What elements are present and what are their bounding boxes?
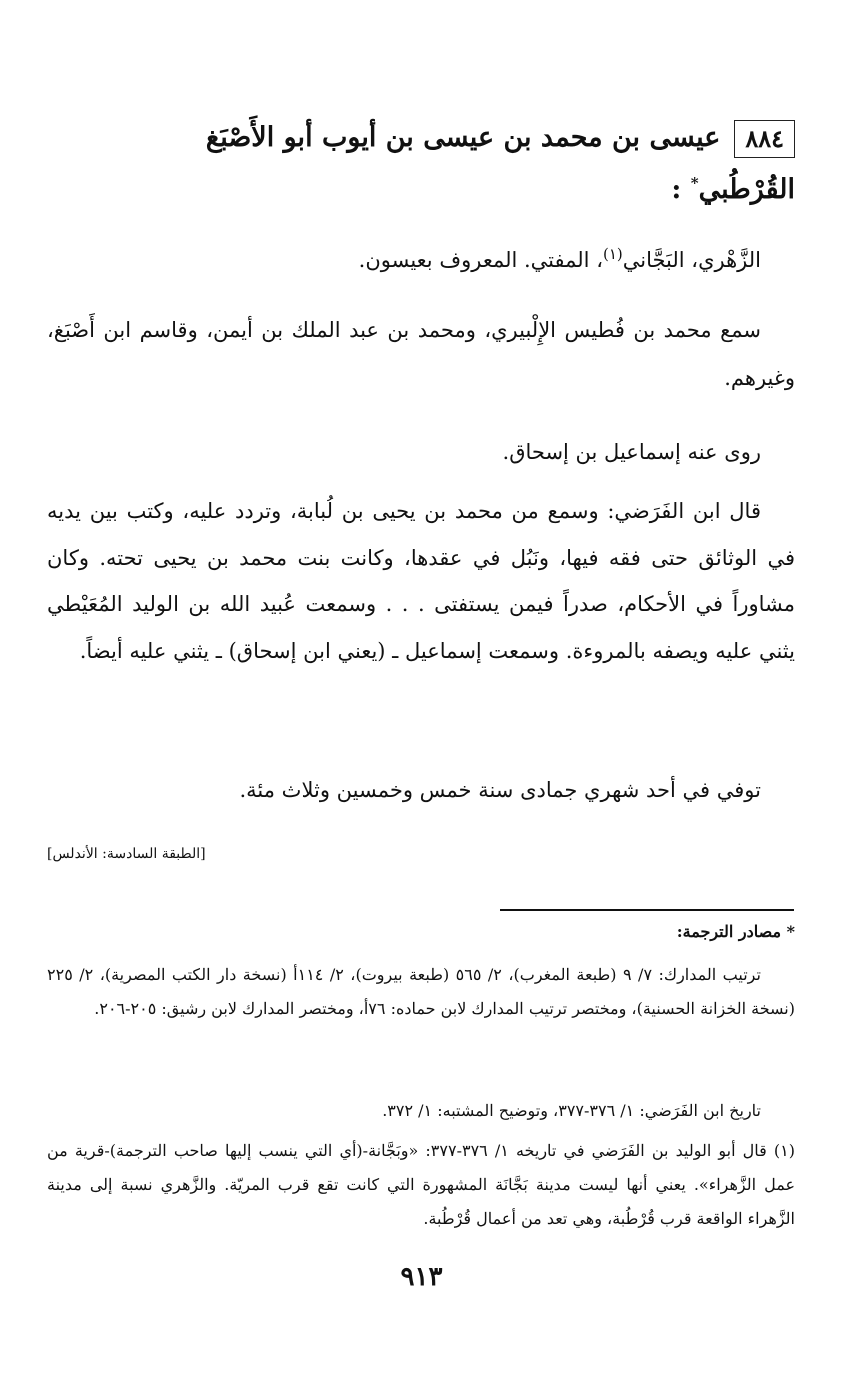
paragraph-quote: قال ابن الفَرَضي: وسمع من محمد بن يحيى بن لُبابة، وتردد عليه، وكتب بين يديه في الوثائق حتى فقه فيها، ونَبُل في عقدها، وكانت بنت محمد بن يحيى تحته. وكان مشاوراً في الأحكام، صدراً فيمن يستفتى . . . وسمعت عُبيد الله بن الوليد المُعَيْطي يثني عليه ويصفه بالمروءة. وسمعت إسماعيل ـ (يعني ابن إسحاق) ـ يثني عليه أيضاً. bbox=[47, 499, 795, 663]
footnote-ref-1: (١) bbox=[602, 245, 623, 263]
entry-heading bbox=[35, 112, 795, 216]
paragraph-teachers: سمع محمد بن فُطيس الإِلْبيري، ومحمد بن عبد الملك بن أيمن، وقاسم ابن أَصْبَغ، وغيرهم. bbox=[47, 318, 795, 390]
sources-title: * مصادر الترجمة: bbox=[676, 922, 795, 941]
footnote-separator bbox=[500, 909, 794, 911]
category-label: [الطبقة السادسة: الأندلس] bbox=[47, 846, 206, 862]
entry-title: عيسى بن محمد بن عيسى بن أيوب أبو الأَصْبَغ bbox=[205, 122, 721, 153]
entry-title-continuation bbox=[35, 164, 795, 216]
entry-title-nisba: القُرْطُبي bbox=[698, 174, 795, 205]
paragraph-students: روى عنه إسماعيل بن إسحاق. bbox=[502, 440, 761, 464]
source-note-1: ترتيب المدارك: ٧/ ٩ (طبعة المغرب)، ٢/ ٥٦٥ (طبعة بيروت)، ٢/ ١١٤أ (نسخة دار الكتب المصرية)، ٢/ ٢٢٥ (نسخة الخزانة الحسنية)، ومختصر ترتيب المدارك لابن حماده: ٧٦أ، ومختصر المدارك لابن رشيق: ٢٠٥-٢٠٦. bbox=[47, 965, 795, 1018]
page-number: ٩١٣ bbox=[400, 1262, 443, 1292]
sources-marker: * bbox=[690, 174, 699, 192]
entry-number-box: ٨٨٤ bbox=[734, 120, 795, 158]
nisba-text-rest: ، المفتي. المعروف بعيسون. bbox=[358, 248, 603, 272]
paragraph-death: توفي في أحد شهري جمادى سنة خمس وخمسين وثلاث مئة. bbox=[239, 778, 761, 802]
paragraph-nisba bbox=[47, 238, 795, 282]
entry-title-colon: : bbox=[671, 174, 682, 205]
nisba-text: الزَّهْري، البَجَّاني bbox=[622, 248, 761, 272]
footnote-1: (١) قال أبو الوليد بن الفَرَضي في تاريخه ١/ ٣٧٦-٣٧٧: «وبَجَّانة-(أي التي ينسب إليها صاحب الترجمة)-قرية من عمل الزَّهراء». يعني أنها ليست مدينة بَجَّانَة المشهورة التي كانت تقع قرب المريّة. والزَّهري نسبة إلى مدينة الزَّهراء الواقعة قرب قُرْطُبة، وهي تعد من أعمال قُرْطُبة. bbox=[47, 1141, 796, 1228]
source-note-2: تاريخ ابن الفَرَضي: ١/ ٣٧٦-٣٧٧، وتوضيح المشتبه: ١/ ٣٧٢. bbox=[382, 1101, 761, 1120]
